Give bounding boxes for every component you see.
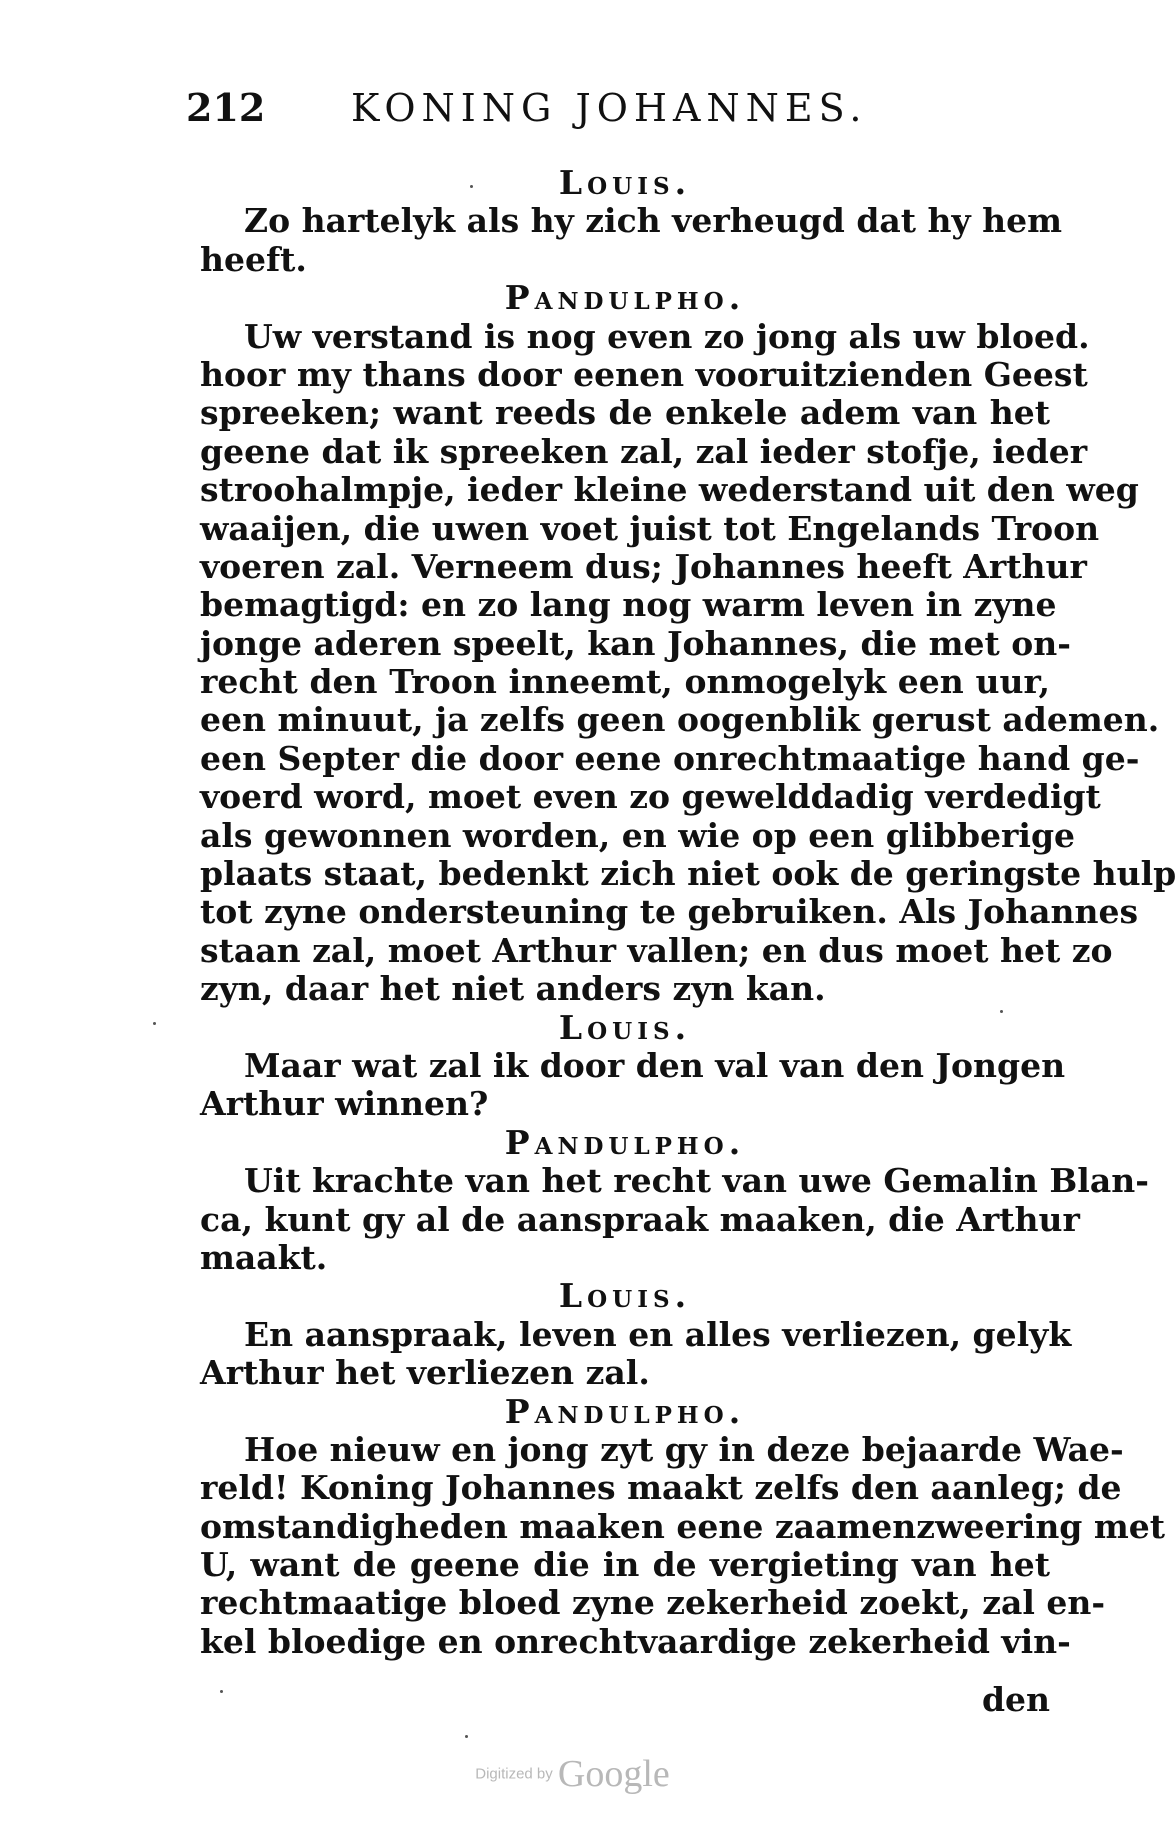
speech-line: plaats staat, bedenkt zich niet ook de geringste hulp bbox=[200, 854, 1176, 894]
speech-line: bemagtigd: en zo lang nog warm leven in zyne bbox=[200, 585, 1057, 625]
speech-line: voeren zal. Verneem dus; Johannes heeft Arthur bbox=[200, 546, 1087, 586]
speaker-name: Pandulpho. bbox=[504, 1391, 746, 1431]
speech-line: maakt. bbox=[200, 1237, 328, 1277]
speech-line: als gewonnen worden, en wie op een glibberige bbox=[200, 815, 1076, 855]
speech-line: Uw verstand is nog even zo jong als uw bloed. bbox=[244, 316, 1090, 356]
speaker-name: Louis. bbox=[558, 1007, 692, 1047]
speech-line: rechtmaatige bloed zyne zekerheid zoekt, zal en- bbox=[200, 1583, 1106, 1623]
speaker-name: Louis. bbox=[558, 163, 692, 202]
speaker-name: Pandulpho. bbox=[504, 1122, 746, 1162]
speech-line: U, want de geene die in de vergieting van het bbox=[200, 1545, 1050, 1585]
speech-line: Arthur het verliezen zal. bbox=[200, 1353, 650, 1393]
speech-line: jonge aderen speelt, kan Johannes, die met on- bbox=[200, 623, 1071, 663]
page-header bbox=[186, 80, 906, 136]
speech-line: Zo hartelyk als hy zich verheugd dat hy hem bbox=[244, 201, 1063, 241]
running-title: KONING JOHANNES. bbox=[351, 86, 868, 130]
scan-speck bbox=[220, 1690, 223, 1693]
speech-line: recht den Troon inneemt, onmogelyk een uur, bbox=[200, 662, 1050, 702]
scan-speck bbox=[470, 185, 473, 188]
speech-line: waaijen, die uwen voet juist tot Engelands Troon bbox=[200, 508, 1100, 548]
page-number: 212 bbox=[186, 85, 266, 130]
speech-line: stroohalmpje, ieder kleine wederstand uit den weg bbox=[200, 470, 1139, 510]
dialogue-text bbox=[200, 163, 1176, 1661]
speech-line: zyn, daar het niet anders zyn kan. bbox=[200, 969, 826, 1009]
watermark-prefix: Digitized by bbox=[475, 1765, 553, 1783]
speech-line: heeft. bbox=[200, 239, 307, 279]
speech-line: Maar wat zal ik door den val van den Jongen bbox=[244, 1045, 1066, 1085]
speech-line: een minuut, ja zelfs geen oogenblik gerust ademen. bbox=[200, 700, 1160, 740]
speech-line: voerd word, moet even zo gewelddadig verdedigt bbox=[200, 777, 1101, 817]
speech-line: geene dat ik spreeken zal, zal ieder stofje, ieder bbox=[200, 431, 1088, 471]
speech-line: omstandigheden maaken eene zaamenzweering met bbox=[200, 1506, 1166, 1546]
speech-line: Uit krachte van het recht van uwe Gemalin Blan- bbox=[244, 1161, 1149, 1201]
catchword: den bbox=[981, 1680, 1050, 1719]
speech-line: En aanspraak, leven en alles verliezen, gelyk bbox=[244, 1314, 1072, 1354]
speech-line: een Septer die door eene onrechtmaatige hand ge- bbox=[200, 738, 1140, 778]
speaker-name: Pandulpho. bbox=[504, 278, 746, 318]
speech-line: kel bloedige en onrechtvaardige zekerheid vin- bbox=[200, 1621, 1071, 1661]
scan-speck bbox=[1000, 1010, 1003, 1013]
scan-speck bbox=[153, 1022, 156, 1025]
scan-speck bbox=[465, 1735, 468, 1738]
speech-line: Hoe nieuw en jong zyt gy in deze bejaarde Wae- bbox=[244, 1429, 1124, 1469]
speech-line: hoor my thans door eenen vooruitzienden Geest bbox=[200, 354, 1088, 394]
speech-line: spreeken; want reeds de enkele adem van het bbox=[200, 393, 1050, 433]
speaker-name: Louis. bbox=[558, 1276, 692, 1316]
speech-line: reld! Koning Johannes maakt zelfs den aanleg; de bbox=[200, 1468, 1122, 1508]
speech-line: staan zal, moet Arthur vallen; en dus moet het zo bbox=[200, 930, 1113, 970]
speech-line: ca, kunt gy al de aanspraak maaken, die Arthur bbox=[200, 1199, 1080, 1239]
digitization-watermark bbox=[0, 1752, 1145, 1796]
speech-line: Arthur winnen? bbox=[200, 1084, 489, 1124]
watermark-brand: Google bbox=[557, 1753, 670, 1795]
speech-line: tot zyne ondersteuning te gebruiken. Als Johannes bbox=[200, 892, 1139, 932]
